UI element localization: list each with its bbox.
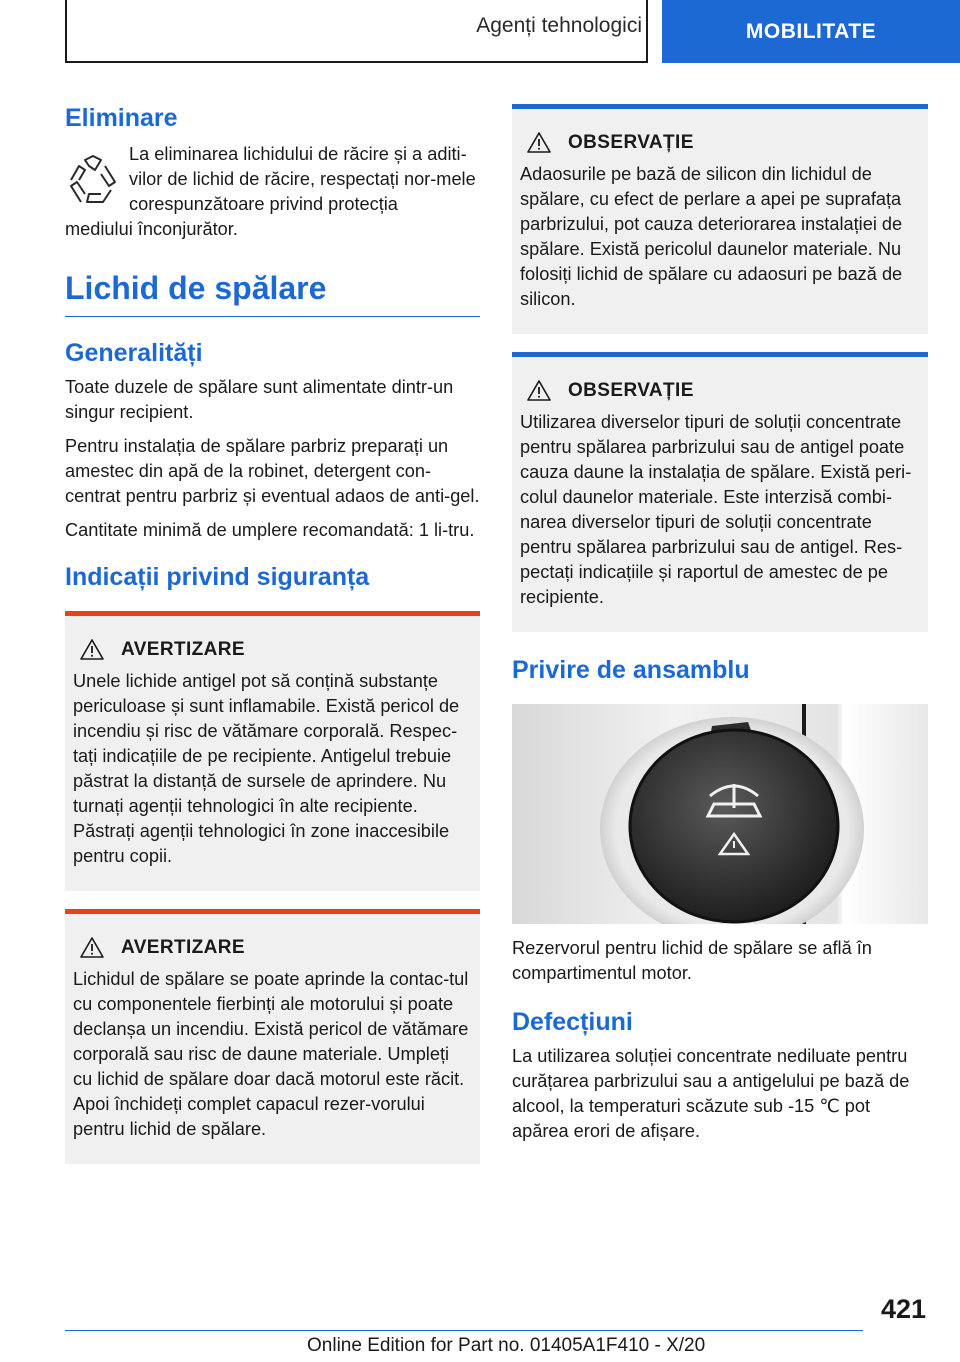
disposal-heading: Eliminare: [65, 104, 178, 132]
footer-edition: Online Edition for Part no. 01405A1F410 - X/20: [307, 1335, 706, 1356]
note-text: Adaosurile pe bază de silicon din lichidul de spălare, cu efect de perlare a apei pe suprafața parbrizului, pot cauza deteriorarea instalației de spălare. Există pericolul daunelor materiale. Nu folosiți lichid de spălare cu adaosuri pe bază de silicon.: [520, 164, 903, 309]
warning-triangle-icon: [526, 379, 552, 402]
left-column: [65, 100, 480, 1182]
header-chapter-tab: MOBILITATE: [662, 0, 960, 63]
header-section-title: Agenți tehnologici: [476, 14, 642, 37]
header-section-box: [65, 0, 648, 63]
note-label: OBSERVAȚIE: [568, 131, 694, 153]
note-box-2-title: [520, 379, 920, 402]
overview-heading: Privire de ansamblu: [512, 656, 750, 684]
disposal-block: [65, 142, 480, 217]
warning-box-1: [65, 611, 480, 891]
general-paragraph-1: Toate duzele de spălare sunt alimentate dintr-un singur recipient.: [65, 377, 454, 422]
warning-triangle-icon: [526, 131, 552, 154]
general-heading: Generalități: [65, 339, 203, 367]
defects-heading: Defecțiuni: [512, 1008, 633, 1036]
general-paragraph-2: Pentru instalația de spălare parbriz preparați un amestec din apă de la robinet, detergent con-centrat pentru parbriz și eventual adaos de anti-gel.: [65, 436, 480, 506]
warning-label: AVERTIZARE: [121, 936, 245, 958]
note-box-1: [512, 104, 928, 334]
note-box-1-title: [520, 131, 920, 154]
warning-triangle-icon: [79, 638, 105, 661]
disposal-text-tail: mediului înconjurător.: [65, 219, 238, 239]
warning-label: AVERTIZARE: [121, 638, 245, 660]
disposal-text: La eliminarea lichidului de răcire și a aditi-vilor de lichid de răcire, respectați nor-mele corespunzătoare privind protecția: [129, 144, 476, 214]
warning-text: Unele lichide antigel pot să conțină substanțe periculoase și sunt inflamabile. Există pericol de incendiu și risc de vătămare corporală. Respec-tați indicațiile de pe recipiente. Antigelul trebuie păstrat la distanță de sursele de aprindere. Nu turnați agenții tehnologici în alte recipiente. Păstrați agenții tehnologici în zone inaccesibile pentru copii.: [73, 671, 460, 866]
right-column: [512, 104, 928, 1153]
note-label: OBSERVAȚIE: [568, 379, 694, 401]
photo-caption: Rezervorul pentru lichid de spălare se află în compartimentul motor.: [512, 938, 872, 983]
washer-fluid-cap-icon: [512, 704, 928, 924]
defects-text: La utilizarea soluției concentrate nediluate pentru curățarea parbrizului sau a antigelului pe bază de alcool, la temperaturi scăzute sub -15 ℃ pot apărea erori de afișare.: [512, 1046, 910, 1141]
note-box-2: [512, 352, 928, 632]
general-paragraph-3: Cantitate minimă de umplere recomandată: 1 li-tru.: [65, 520, 475, 540]
safety-heading: Indicații privind siguranța: [65, 563, 370, 591]
warning-box-2-title: [73, 936, 472, 959]
note-text: Utilizarea diverselor tipuri de soluții concentrate pentru spălarea parbrizului sau de antigel poate cauza daune la instalația de spălare. Există peri-colul daunelor materiale. Este interzisă combi-narea diverselor tipuri de soluții concentrate pentru spălarea parbrizului sau de antigel. Res-pectați indicațiile și raportul de amestec de pe recipiente.: [520, 412, 912, 607]
page-number: 421: [880, 1294, 926, 1324]
recycle-icon: [65, 152, 121, 208]
footer-divider: [65, 1330, 863, 1331]
warning-box-1-title: [73, 638, 472, 661]
main-title: Lichid de spălare: [65, 266, 480, 317]
warning-box-2: [65, 909, 480, 1164]
warning-triangle-icon: [79, 936, 105, 959]
warning-text: Lichidul de spălare se poate aprinde la contac-tul cu componentele fierbinți ale motorului și poate declanșa un incendiu. Există pericol de vătămare corporală sau risc de daune materiale. Umpleți cu lichid de spălare doar dacă motorul este răcit. Apoi închideți complet capacul rezer-vorului pentru lichid de spălare.: [73, 969, 469, 1139]
washer-reservoir-photo: [512, 704, 928, 924]
